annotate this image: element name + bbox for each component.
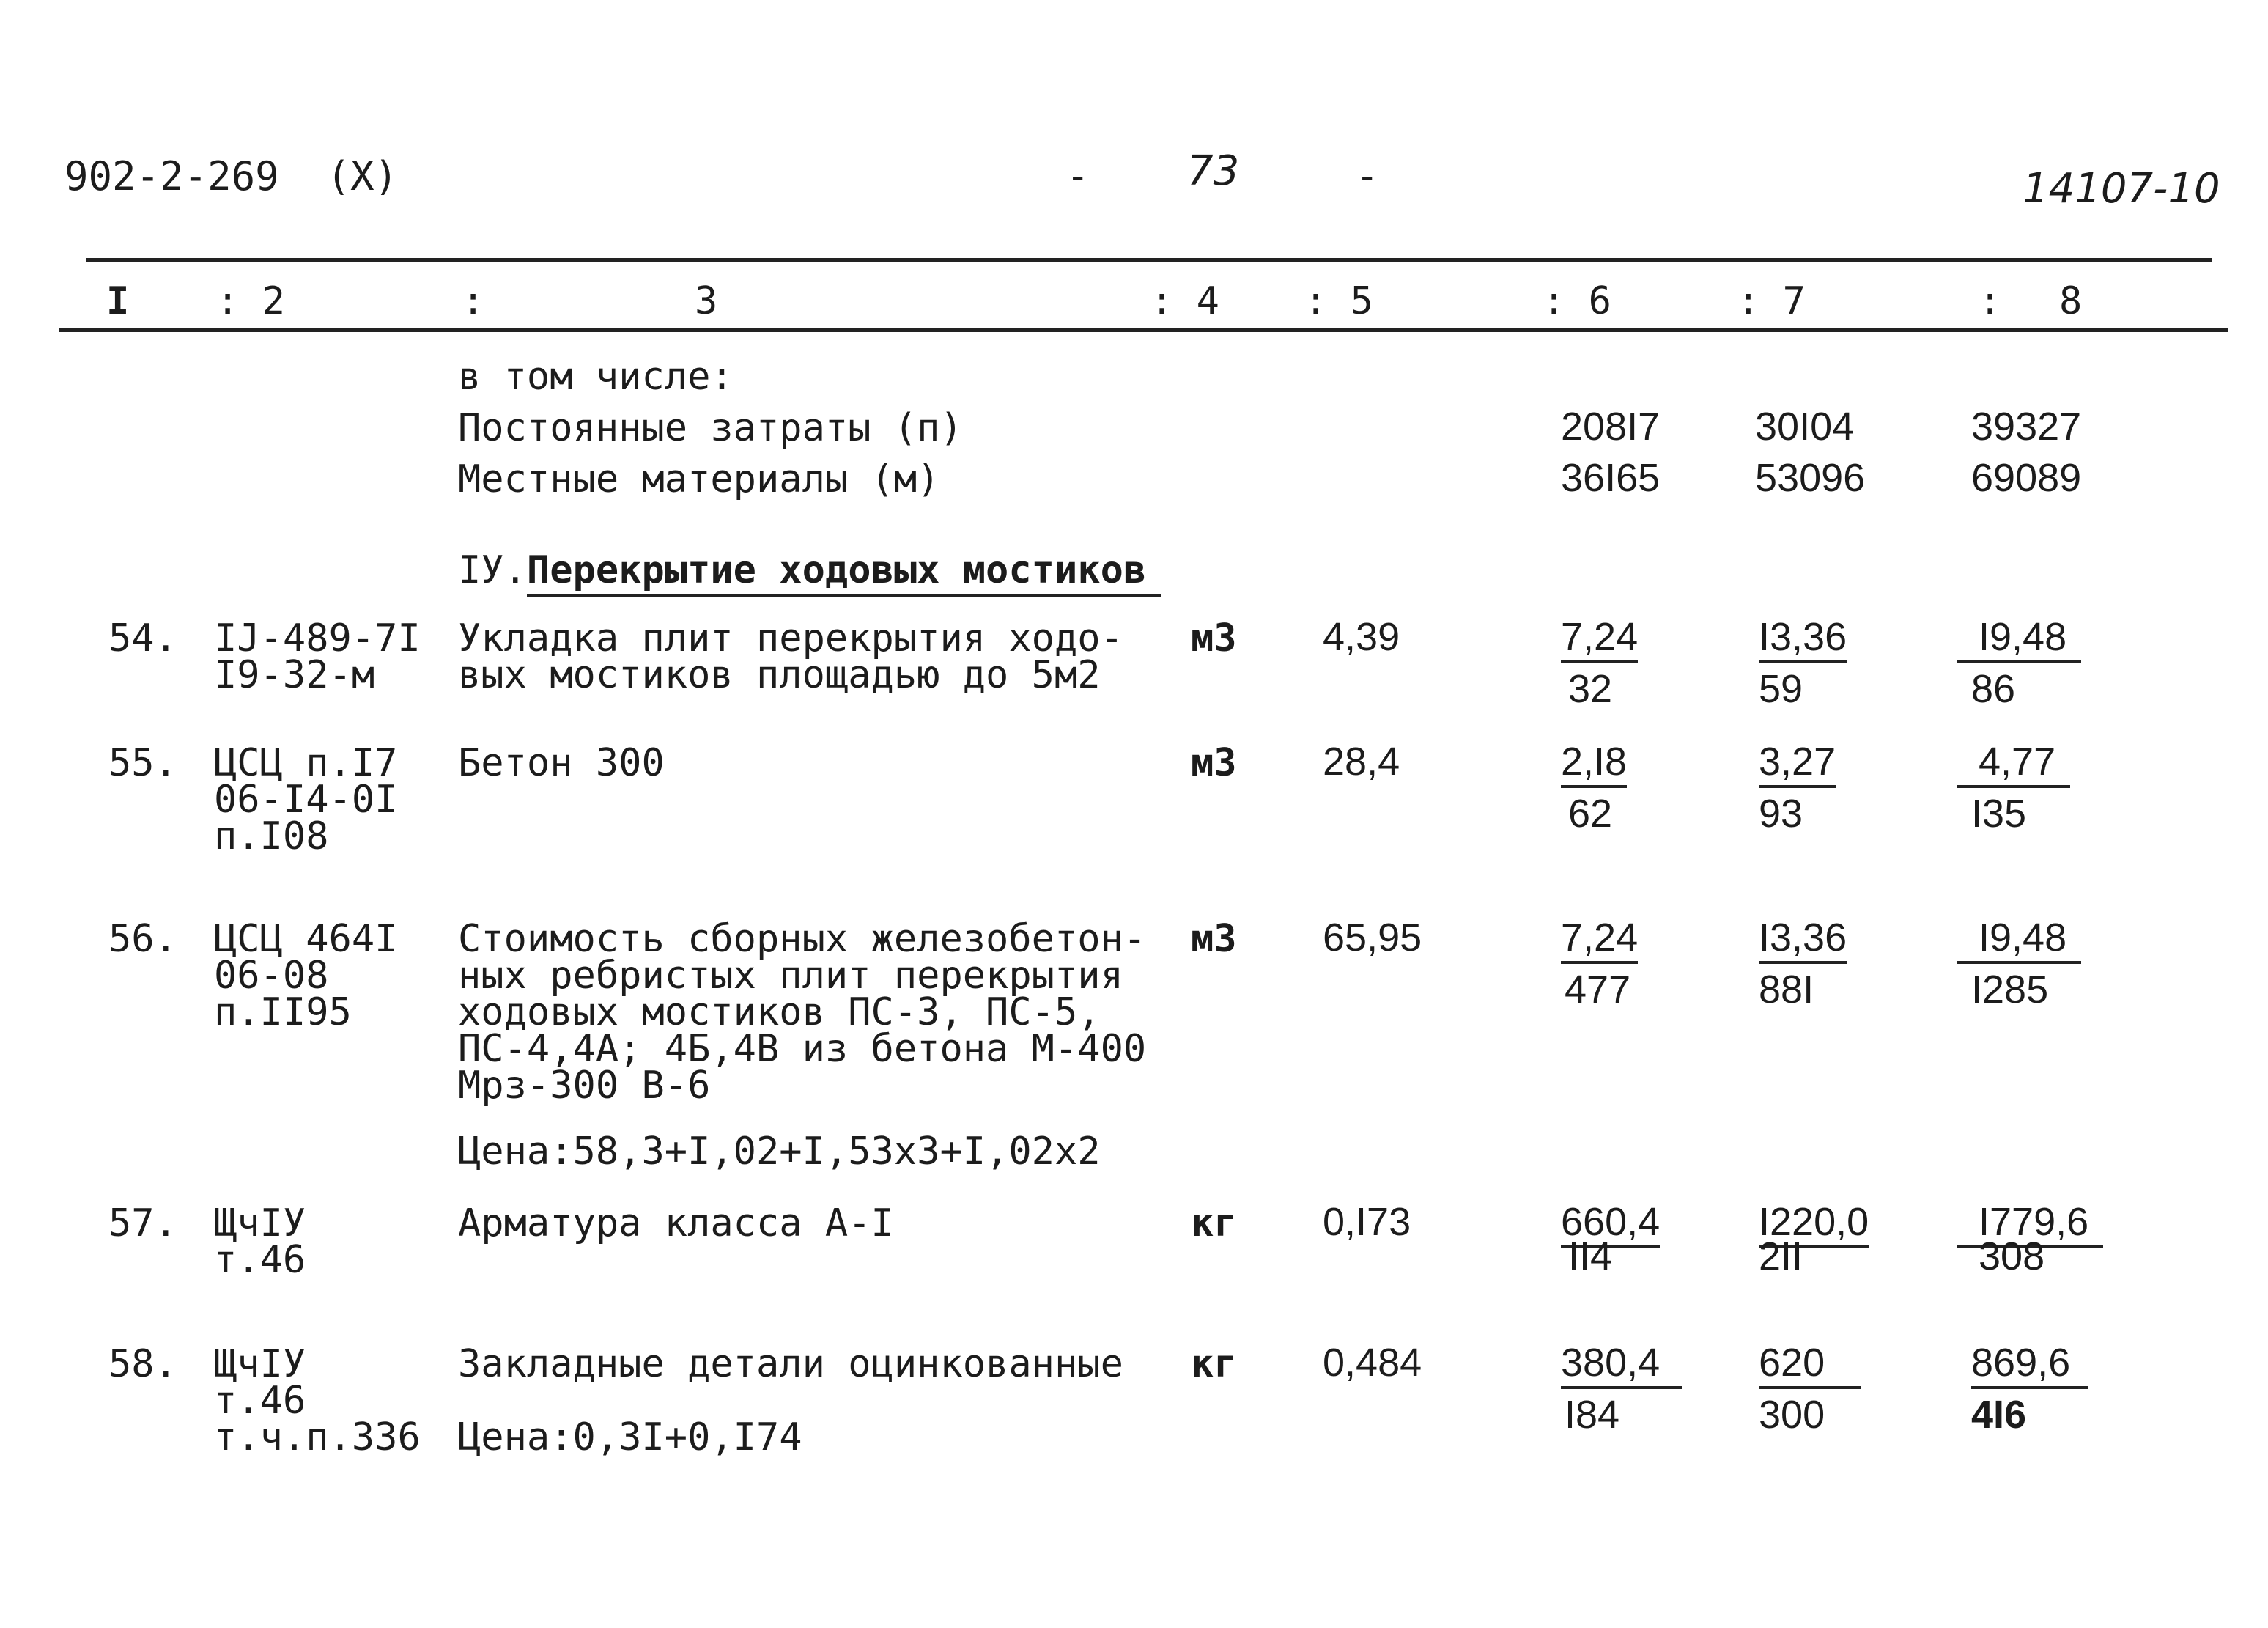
row-number: 58. [108, 1342, 177, 1386]
row-code-line: ЩчIУ [214, 1342, 306, 1386]
summary-row-name: Местные материалы (м) [458, 457, 940, 501]
row-description-line: ходовых мостиков ПС-3, ПС-5, [458, 990, 1101, 1034]
price-c6-top: 2,I8 [1561, 740, 1627, 788]
price-c8-bottom: I285 [1971, 968, 2049, 1012]
section-prefix: IУ. [458, 548, 527, 592]
price-c7-top: I220,0 [1759, 1200, 1869, 1248]
price-c7-bottom: 300 [1759, 1393, 1825, 1437]
row-description-line: Бетон 300 [458, 741, 665, 785]
price-c6-bottom: 62 [1568, 792, 1613, 836]
price-c7-top: 620 [1759, 1341, 1861, 1389]
price-c8-bottom: I35 [1971, 792, 2027, 836]
row-code-line: п.I08 [214, 814, 329, 858]
row-number: 55. [108, 741, 177, 785]
price-c8-top: 4,77 [1957, 740, 2070, 788]
page-dash-left: - [1066, 155, 1090, 199]
price-c6-top: 660,4 [1561, 1200, 1660, 1248]
row-description-line: Стоимость сборных железобетон- [458, 917, 1147, 961]
col-header-8-num: 8 [2059, 279, 2083, 323]
col-header-1: I [106, 279, 130, 323]
col-header-3: : 3 [462, 279, 718, 323]
price-c8-top: 869,6 [1971, 1341, 2088, 1389]
row-code-line: ЦСЦ 464I [214, 917, 398, 961]
row-code-line: IJ-489-7I [214, 616, 421, 660]
price-c7-top: I3,36 [1759, 615, 1847, 663]
price-c6-top: 7,24 [1561, 615, 1638, 663]
row-quantity: 0,I73 [1323, 1200, 1411, 1244]
summary-row-c6: 36I65 [1561, 456, 1661, 500]
row-unit: м3 [1191, 741, 1237, 785]
row-code-line: т.46 [214, 1379, 306, 1423]
price-c7-bottom: 88I [1759, 968, 1814, 1012]
price-c8-top: I9,48 [1957, 916, 2081, 964]
row-code-line: 06-I4-0I [214, 778, 398, 822]
col-header-4: : 4 [1150, 279, 1219, 323]
row-code-line: п.II95 [214, 990, 352, 1034]
summary-row-c7: 53096 [1755, 456, 1866, 500]
row-description-line: Мрз-300 В-6 [458, 1064, 711, 1108]
row-number: 56. [108, 917, 177, 961]
price-c8-bottom: 4I6 [1971, 1393, 2027, 1437]
col-header-2: : 2 [216, 279, 285, 323]
summary-row-c8: 69089 [1971, 456, 2082, 500]
price-c7-bottom: 59 [1759, 667, 1803, 711]
summary-row-c8: 39327 [1971, 405, 2082, 449]
price-c8-bottom: 308 [1979, 1234, 2045, 1278]
row-description-line: Арматура класса А-I [458, 1201, 894, 1245]
section-title: Перекрытие ходовых мостиков [527, 548, 1161, 597]
sheet-code: 14107-10 [2023, 165, 2220, 213]
summary-label: в том числе: [458, 355, 734, 399]
row-unit: кг [1191, 1201, 1237, 1245]
price-c6-top: 7,24 [1561, 916, 1638, 964]
price-c6-bottom: I84 [1565, 1393, 1620, 1437]
price-c6-top: 380,4 [1561, 1341, 1682, 1389]
row-unit: м3 [1191, 616, 1237, 660]
document-code: 902-2-269 (X) [64, 153, 399, 199]
row-number: 54. [108, 616, 177, 660]
price-c6-bottom: 477 [1565, 968, 1631, 1012]
page-dash-right: - [1356, 155, 1379, 199]
row-code-line: 06-08 [214, 954, 329, 998]
row-quantity: 0,484 [1323, 1341, 1422, 1385]
row-unit: кг [1191, 1342, 1237, 1386]
table-header-rule [59, 328, 2228, 332]
price-c7-top: 3,27 [1759, 740, 1836, 788]
section-heading [458, 548, 1161, 592]
price-c6-bottom: II4 [1568, 1234, 1613, 1278]
summary-row-c6: 208I7 [1561, 405, 1661, 449]
row-code-line: I9-32-м [214, 653, 375, 697]
row-code-line: ЦСЦ п.I7 [214, 741, 398, 785]
price-c8-top: I9,48 [1957, 615, 2081, 663]
row-description-line: ПС-4,4А; 4Б,4В из бетона М-400 [458, 1027, 1147, 1071]
price-c8-bottom: 86 [1971, 667, 2016, 711]
row-description-line: Укладка плит перекрытия ходо- [458, 616, 1123, 660]
row-unit: м3 [1191, 917, 1237, 961]
row-code-line: т.ч.п.336 [214, 1415, 421, 1459]
row-description-line: Закладные детали оцинкованные [458, 1342, 1123, 1386]
row-description-line: ных ребристых плит перекрытия [458, 954, 1123, 998]
col-header-6: : 6 [1543, 279, 1611, 323]
row-quantity: 28,4 [1323, 740, 1400, 784]
row-price-formula: Цена:58,3+I,02+I,53х3+I,02х2 [458, 1130, 1101, 1174]
price-c7-bottom: 93 [1759, 792, 1803, 836]
summary-row-c7: 30I04 [1755, 405, 1855, 449]
row-code-line: т.46 [214, 1238, 306, 1282]
row-quantity: 65,95 [1323, 916, 1422, 960]
summary-row-name: Постоянные затраты (п) [458, 406, 963, 450]
row-code-line: ЩчIУ [214, 1201, 306, 1245]
row-price-formula: Цена:0,3I+0,I74 [458, 1415, 802, 1459]
price-c7-bottom: 2II [1759, 1234, 1803, 1278]
col-header-3-num: 3 [695, 279, 718, 323]
col-header-5: : 5 [1304, 279, 1373, 323]
page-number: 73 [1187, 147, 1240, 195]
table-top-rule [86, 258, 2212, 262]
price-c7-top: I3,36 [1759, 916, 1847, 964]
row-number: 57. [108, 1201, 177, 1245]
price-c8-top: I779,6 [1957, 1200, 2103, 1248]
row-quantity: 4,39 [1323, 615, 1400, 659]
price-c6-bottom: 32 [1568, 667, 1613, 711]
col-header-8: : 8 [1979, 279, 2083, 323]
row-description-line: вых мостиков площадью до 5м2 [458, 653, 1101, 697]
col-header-7: : 7 [1737, 279, 1806, 323]
